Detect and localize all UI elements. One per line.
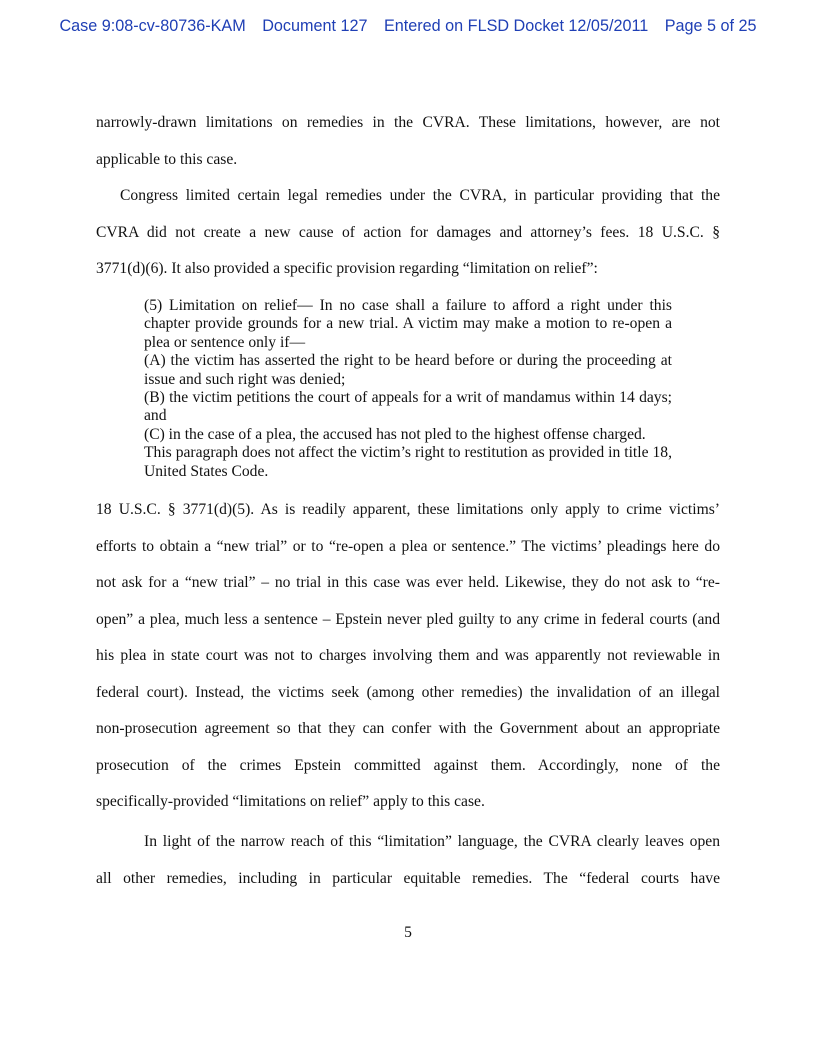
text-line: non-prosecution agreement so that they can confer with the Government about an appropriate (96, 720, 720, 737)
text-line: open” a plea, much less a sentence – Epstein never pled guilty to any crime in federal courts (and (96, 610, 720, 628)
congress-paragraph (96, 178, 720, 288)
text-line: efforts to obtain a “new trial” or to “re-open a plea or sentence.” The victims’ pleadings here do (96, 537, 720, 555)
top-paragraph (96, 105, 720, 178)
text-line: applicable to this case. (96, 150, 238, 168)
page-number: 5 (404, 924, 412, 941)
quote-item-c: (C) in the case of a plea, the accused has not pled to the highest offense charged. (144, 425, 646, 443)
quote-item-b: (B) the victim petitions the court of appeals for a writ of mandamus within 14 days; and (144, 389, 672, 425)
text-line: all other remedies, including in particular equitable remedies. The “federal courts have (96, 869, 720, 887)
text-line: In light of the narrow reach of this “limitation” language, the CVRA clearly leaves open (144, 833, 720, 850)
quote-item-a: (A) the victim has asserted the right to be heard before or during the proceeding at issue and such right was denied; (144, 352, 672, 388)
text-line: his plea in state court was not to charges involving them and was apparently not reviewable in (96, 647, 720, 664)
quote-closing: This paragraph does not affect the victim’s right to restitution as provided in title 18, United States Code. (144, 444, 672, 480)
docket-header (0, 17, 816, 36)
text-line: narrowly-drawn limitations on remedies in the CVRA. These limitations, however, are not (96, 114, 720, 131)
block-quote (144, 297, 672, 481)
text-line: federal court). Instead, the victims seek (among other remedies) the invalidation of an illegal (96, 683, 720, 701)
text-line: prosecution of the crimes Epstein committed against them. Accordingly, none of the (96, 756, 720, 774)
text-line: specifically-provided “limitations on relief” apply to this case. (96, 793, 485, 810)
text-line: 3771(d)(6). It also provided a specific provision regarding “limitation on relief”: (96, 260, 598, 277)
case-number: Case 9:08-cv-80736-KAM (59, 17, 246, 35)
analysis-paragraph (96, 492, 720, 821)
text-line: 18 U.S.C. § 3771(d)(5). As is readily apparent, these limitations only apply to crime victims’ (96, 501, 720, 518)
light-paragraph (96, 824, 720, 897)
text-line: Congress limited certain legal remedies under the CVRA, in particular providing that the (120, 187, 720, 204)
text-line: not ask for a “new trial” – no trial in this case was ever held. Likewise, they do not ask to “re- (96, 574, 720, 591)
document-number: Document 127 (262, 17, 368, 35)
docket-entry: Entered on FLSD Docket 12/05/2011 (383, 17, 649, 35)
quote-intro: (5) Limitation on relief— In no case shall a failure to afford a right under this chapter provide grounds for a new trial. A victim may make a motion to re-open a plea or sentence only if— (144, 297, 672, 351)
text-line: CVRA did not create a new cause of action for damages and attorney’s fees. 18 U.S.C. § (96, 223, 720, 241)
page-indicator: Page 5 of 25 (664, 17, 757, 35)
